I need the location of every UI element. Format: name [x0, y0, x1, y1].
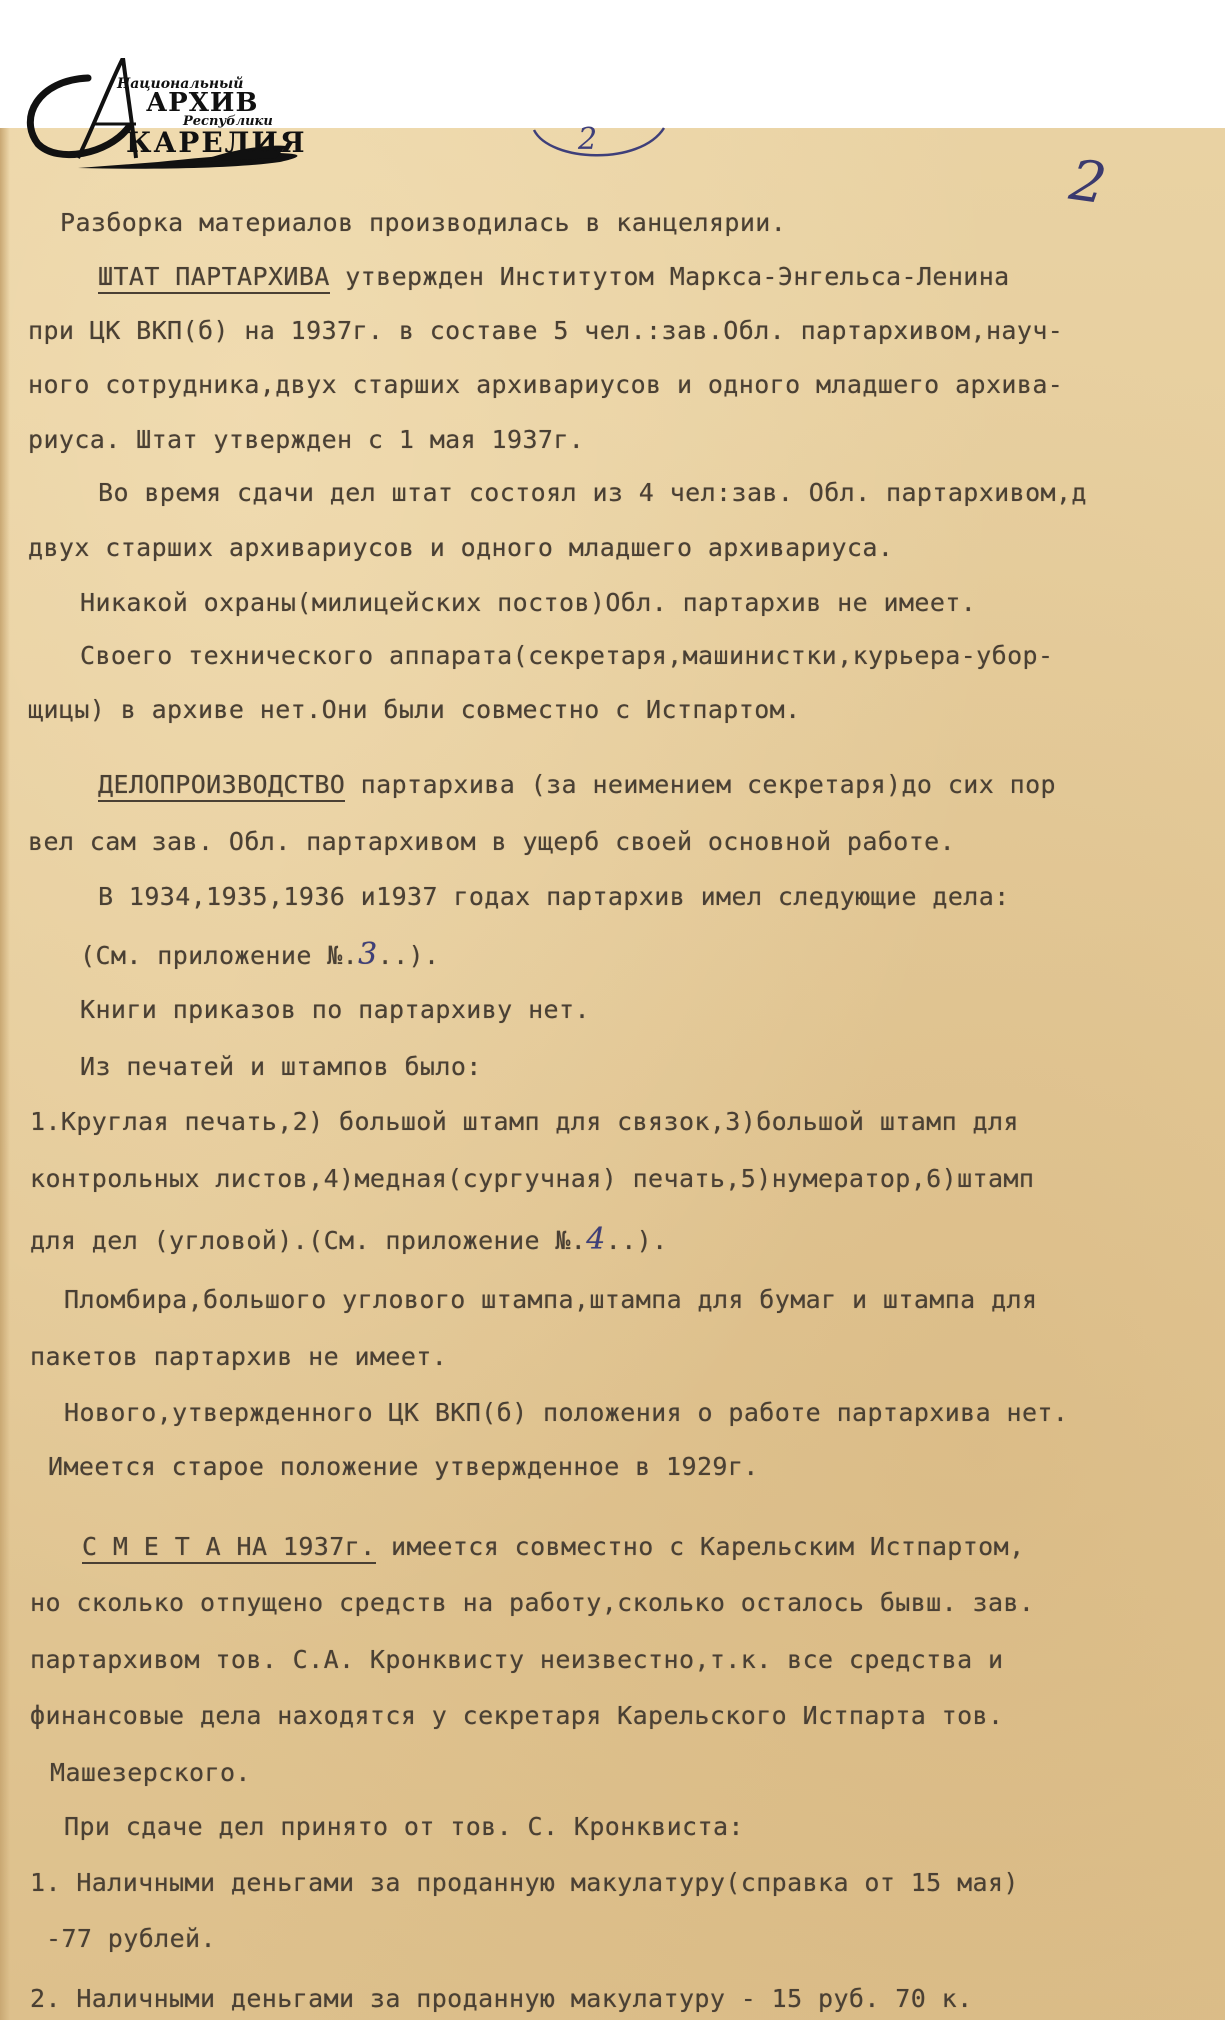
text-line [80, 995, 590, 1024]
text-line [28, 533, 893, 562]
stamp-oval-icon [530, 122, 670, 172]
line-text: партархива (за неимением секретаря)до сих пор [345, 770, 1056, 799]
logo-text-archive: АРХИВ [146, 88, 259, 118]
text-line [30, 1222, 668, 1257]
text-line [64, 1398, 1068, 1427]
paper-edge [0, 128, 10, 2020]
line-text: Своего технического аппарата(секретаря,машинистки,курьера-убор- [80, 641, 1054, 670]
text-line [48, 1452, 759, 1481]
line-text: ного сотрудника,двух старших архивариусов и одного младшего архива- [28, 370, 1064, 399]
text-line [30, 1164, 1034, 1193]
line-text-end: ..). [377, 941, 440, 970]
text-line [30, 1107, 1019, 1136]
line-text: Имеется старое положение утвержденное в 1929г. [48, 1452, 759, 1481]
line-text: 1. Наличными деньгами за проданную макулатуру(справка от 15 мая) [30, 1868, 1019, 1897]
folio-number: 2 [1065, 147, 1111, 218]
underlined-heading: ШТАТ ПАРТАРХИВА [98, 262, 330, 294]
text-line [80, 588, 976, 617]
line-text: Разборка материалов производилась в канцелярии. [60, 208, 787, 237]
line-text: пакетов партархив не имеет. [30, 1342, 448, 1371]
line-text: двух старших архивариусов и одного младшего архивариуса. [28, 533, 894, 562]
line-text: Пломбира,большого углового штампа,штампа для бумаг и штампа для [64, 1285, 1038, 1314]
line-text: Во время сдачи дел штат состоял из 4 чел:зав. Обл. партархивом,д [98, 478, 1087, 507]
line-text: (См. приложение №. [80, 941, 359, 970]
line-text: Машезерского. [50, 1758, 251, 1787]
line-text: партархивом тов. С.А. Кронквисту неизвестно,т.к. все средства и [30, 1645, 1004, 1674]
text-line [98, 770, 1056, 799]
logo-text-republic: Республики [183, 114, 273, 129]
underlined-heading: С М Е Т А НА 1937г. [82, 1532, 376, 1564]
text-line [30, 1868, 1019, 1897]
underlined-heading: ДЕЛОПРОИЗВОДСТВО [98, 770, 345, 802]
logo-text-national: Национальный [117, 76, 244, 92]
line-text: риуса. Штат утвержден с 1 мая 1937г. [28, 425, 585, 454]
folio-stamp-number: 2 [578, 122, 598, 157]
text-line [30, 1645, 1003, 1674]
line-text: Книги приказов по партархиву нет. [80, 995, 590, 1024]
text-line [46, 1924, 216, 1953]
folio-stamp [530, 122, 670, 172]
text-line [28, 425, 584, 454]
logo-text-karelia: КАРЕЛИЯ [126, 126, 307, 159]
line-text: При сдаче дел принято от тов. С. Кронквиста: [64, 1812, 744, 1841]
line-text: -77 рублей. [46, 1924, 216, 1953]
archive-logo [18, 58, 378, 198]
text-line [30, 1984, 973, 2013]
line-text: 2. Наличными деньгами за проданную макулатуру - 15 руб. 70 к. [30, 1984, 973, 2013]
text-line [82, 1532, 1025, 1561]
line-text: при ЦК ВКП(б) на 1937г. в составе 5 чел.:зав.Обл. партархивом,науч- [28, 316, 1064, 345]
text-line [30, 1342, 447, 1371]
line-text-end: ..). [605, 1226, 668, 1255]
text-line [30, 1701, 1003, 1730]
line-text: Из печатей и штампов было: [80, 1052, 482, 1081]
handwritten-number: 3 [358, 937, 378, 972]
text-line [30, 1588, 1034, 1617]
line-text: Нового,утвержденного ЦК ВКП(б) положения о работе партархива нет. [64, 1398, 1069, 1427]
text-line [28, 370, 1063, 399]
text-line [60, 208, 786, 237]
line-text: но сколько отпущено средств на работу,сколько осталось бывш. зав. [30, 1588, 1035, 1617]
text-line [80, 641, 1053, 670]
text-line [64, 1285, 1037, 1314]
line-text: финансовые дела находятся у секретаря Карельского Истпарта тов. [30, 1701, 1004, 1730]
line-text: В 1934,1935,1936 и1937 годах партархив имел следующие дела: [98, 882, 1010, 911]
line-text: для дел (угловой).(См. приложение №. [30, 1226, 587, 1255]
text-line [28, 827, 955, 856]
line-text: Никакой охраны(милицейских постов)Обл. партархив не имеет. [80, 588, 977, 617]
text-line [98, 262, 1010, 291]
text-line [80, 937, 439, 972]
text-line [98, 882, 1010, 911]
line-text: утвержден Институтом Маркса-Энгельса-Ленина [329, 262, 1010, 291]
line-text: имеется совместно с Карельским Истпартом, [375, 1532, 1025, 1561]
line-text: щицы) в архиве нет.Они были совместно с Истпартом. [28, 695, 801, 724]
text-line [50, 1758, 251, 1787]
line-text: контрольных листов,4)медная(сургучная) печать,5)нумератор,6)штамп [30, 1164, 1035, 1193]
text-line [98, 478, 1087, 507]
text-line [28, 695, 801, 724]
text-line [80, 1052, 482, 1081]
text-line [64, 1812, 744, 1841]
text-line [28, 316, 1063, 345]
line-text: 1.Круглая печать,2) большой штамп для связок,3)большой штамп для [30, 1107, 1019, 1136]
line-text: вел сам зав. Обл. партархивом в ущерб своей основной работе. [28, 827, 956, 856]
handwritten-number: 4 [586, 1222, 606, 1257]
